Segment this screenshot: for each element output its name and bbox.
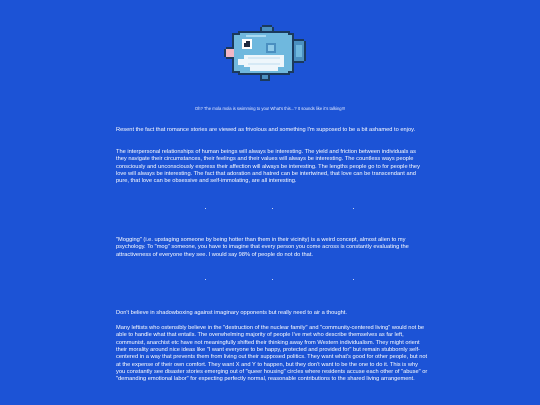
separator-dot <box>353 208 354 209</box>
post-shadowboxing: Don't believe in shadowboxing against imaginary opponents but really need to air a thought. <box>116 310 347 316</box>
sunfish-icon <box>222 25 308 81</box>
separator-dot <box>272 279 273 280</box>
post-mogging: "Mogging" (i.e. upstaging someone by being hotter than them in their vicinity) is a weird concept, almost alien to my psychology. To "mog" someone, you have to imagine that every person you come across is constantly evaluating the attractiveness of everyone they see. I would say 98% of people do not do that. <box>116 237 409 258</box>
separator-dot <box>353 279 354 280</box>
separator-dot <box>205 208 206 209</box>
separator-dot <box>272 208 273 209</box>
fish-caption: Oh? The mola mola is swimming to you! What's this...? It sounds like it's talking!!! <box>194 106 346 111</box>
post-leftists: Many leftists who ostensibly believe in the "destruction of the nuclear family" and "community-centered living" would not be able to handle what that entails. The overwhelming majority of people I've met who describe themselves as far left, communist, anarchist etc have not meaningfully shifted their thinking away from Western individualism. They might orient their morality around nice ideas like "I want everyone to be happy, protected and provided for" but remain stubbornly self-centered in a way that prevents them from living out their supposed politics. They want what's good for other people, but not at the expense of their own comfort. They want X and Y to happen, but they don't want to be the one to do it. This is why you constantly see disaster stories emerging out of "queer housing" circles where residents accuse each other of "abuse" or "demanding emotional labor" for expecting perfectly normal, reasonable contributions to the shared living arrangement. <box>116 325 428 383</box>
separator-dot <box>205 279 206 280</box>
post-romance: Resent the fact that romance stories are viewed as frivolous and something I'm supposed to be a bit ashamed to enjoy. <box>116 127 416 133</box>
post-interpersonal: The interpersonal relationships of human beings will always be interesting. The yield and friction between individuals as they navigate their circumstances, their feelings and their values will always be interesting. The countless ways people consciously and unconsciously express their affection will always be interesting. The lengths people go to for people they love will always be interesting. The fact that adoration and hatred can be intertwined, that love can be transcendant and pure, that love can be obsessive and self-immolating, are all interesting. <box>116 149 420 185</box>
